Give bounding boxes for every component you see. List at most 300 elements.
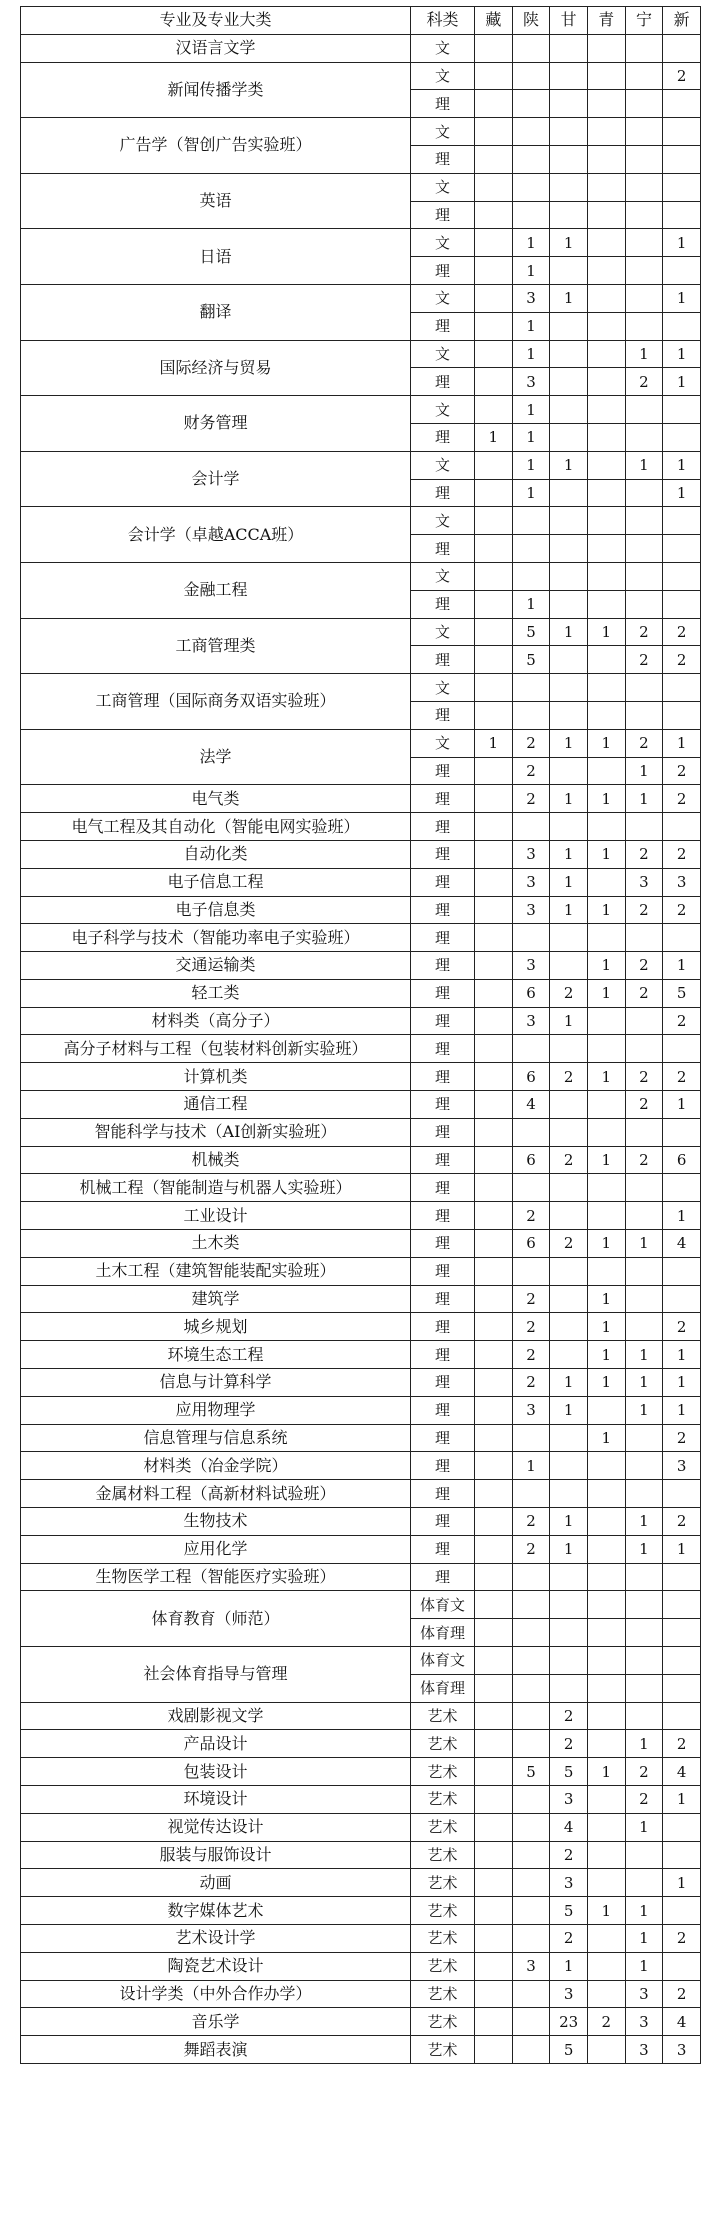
quota-cell-shaanxi: 6	[512, 1063, 550, 1091]
quota-cell-xinjiang: 3	[663, 1452, 701, 1480]
major-name-cell: 建筑学	[21, 1285, 411, 1313]
quota-cell-shaanxi	[512, 1869, 550, 1897]
quota-cell-shaanxi: 2	[512, 1202, 550, 1230]
major-name-cell: 材料类（冶金学院）	[21, 1452, 411, 1480]
table-row	[21, 1869, 701, 1897]
table-row	[21, 2036, 701, 2064]
quota-cell-ningxia: 1	[625, 1952, 663, 1980]
quota-cell-gansu: 1	[550, 618, 588, 646]
quota-cell-gansu: 1	[550, 729, 588, 757]
quota-cell-xinjiang	[663, 1480, 701, 1508]
quota-cell-ningxia: 1	[625, 1924, 663, 1952]
quota-cell-qinghai	[587, 62, 625, 90]
table-row	[21, 340, 701, 368]
category-cell: 艺术	[411, 1952, 475, 1980]
quota-cell-ningxia: 3	[625, 2036, 663, 2064]
major-name-cell: 音乐学	[21, 2008, 411, 2036]
quota-cell-xizang	[475, 813, 513, 841]
quota-cell-gansu	[550, 674, 588, 702]
quota-cell-xizang	[475, 1841, 513, 1869]
quota-cell-shaanxi	[512, 1897, 550, 1925]
quota-cell-xinjiang: 1	[663, 340, 701, 368]
quota-cell-qinghai	[587, 1924, 625, 1952]
category-cell: 理	[411, 701, 475, 729]
major-name-cell: 国际经济与贸易	[21, 340, 411, 396]
category-cell: 艺术	[411, 1924, 475, 1952]
category-cell: 理	[411, 368, 475, 396]
quota-cell-gansu: 1	[550, 868, 588, 896]
major-name-cell: 社会体育指导与管理	[21, 1647, 411, 1703]
quota-cell-xinjiang: 2	[663, 646, 701, 674]
quota-cell-shaanxi	[512, 1813, 550, 1841]
quota-cell-shaanxi: 3	[512, 1007, 550, 1035]
quota-cell-gansu: 2	[550, 1230, 588, 1258]
quota-cell-gansu	[550, 1174, 588, 1202]
table-row	[21, 1758, 701, 1786]
major-name-cell: 土木工程（建筑智能装配实验班）	[21, 1257, 411, 1285]
quota-cell-shaanxi: 2	[512, 757, 550, 785]
quota-cell-xizang	[475, 451, 513, 479]
quota-cell-xinjiang: 4	[663, 2008, 701, 2036]
quota-cell-shaanxi: 3	[512, 952, 550, 980]
quota-cell-gansu: 23	[550, 2008, 588, 2036]
quota-cell-qinghai	[587, 229, 625, 257]
quota-cell-xizang	[475, 34, 513, 62]
quota-cell-shaanxi: 1	[512, 451, 550, 479]
quota-cell-ningxia: 1	[625, 1230, 663, 1258]
quota-cell-shaanxi	[512, 507, 550, 535]
quota-cell-ningxia	[625, 62, 663, 90]
quota-cell-shaanxi	[512, 201, 550, 229]
table-row	[21, 118, 701, 146]
major-name-cell: 信息与计算科学	[21, 1369, 411, 1397]
quota-cell-xinjiang: 1	[663, 1869, 701, 1897]
quota-cell-shaanxi	[512, 1619, 550, 1647]
quota-cell-gansu: 3	[550, 1786, 588, 1814]
quota-cell-gansu: 3	[550, 1869, 588, 1897]
quota-cell-ningxia	[625, 674, 663, 702]
quota-cell-gansu	[550, 952, 588, 980]
quota-cell-shaanxi: 2	[512, 1341, 550, 1369]
quota-cell-gansu	[550, 145, 588, 173]
category-cell: 文	[411, 451, 475, 479]
quota-cell-shaanxi: 1	[512, 340, 550, 368]
quota-cell-gansu: 1	[550, 451, 588, 479]
quota-cell-gansu	[550, 1035, 588, 1063]
quota-cell-shaanxi	[512, 701, 550, 729]
quota-cell-ningxia: 1	[625, 785, 663, 813]
quota-cell-xinjiang	[663, 1118, 701, 1146]
quota-cell-qinghai	[587, 1452, 625, 1480]
quota-cell-gansu: 2	[550, 1146, 588, 1174]
quota-cell-shaanxi: 3	[512, 1396, 550, 1424]
major-name-cell: 土木类	[21, 1230, 411, 1258]
major-name-cell: 英语	[21, 173, 411, 229]
quota-cell-ningxia: 2	[625, 1146, 663, 1174]
major-name-cell: 电子科学与技术（智能功率电子实验班）	[21, 924, 411, 952]
quota-cell-gansu: 2	[550, 1063, 588, 1091]
table-row	[21, 451, 701, 479]
quota-cell-xinjiang	[663, 1563, 701, 1591]
table-row	[21, 618, 701, 646]
quota-cell-gansu: 1	[550, 1007, 588, 1035]
category-cell: 文	[411, 34, 475, 62]
quota-cell-ningxia	[625, 1702, 663, 1730]
quota-cell-xinjiang: 2	[663, 1508, 701, 1536]
quota-cell-ningxia: 3	[625, 1980, 663, 2008]
quota-cell-xizang	[475, 1674, 513, 1702]
category-cell: 艺术	[411, 2036, 475, 2064]
quota-cell-shaanxi	[512, 34, 550, 62]
category-cell: 理	[411, 312, 475, 340]
table-row	[21, 1813, 701, 1841]
quota-cell-xinjiang	[663, 1035, 701, 1063]
quota-cell-xizang	[475, 1869, 513, 1897]
major-name-cell: 通信工程	[21, 1091, 411, 1119]
quota-cell-gansu: 3	[550, 1980, 588, 2008]
table-row	[21, 1007, 701, 1035]
quota-cell-qinghai	[587, 813, 625, 841]
quota-cell-qinghai	[587, 701, 625, 729]
quota-cell-qinghai: 1	[587, 840, 625, 868]
quota-cell-gansu: 1	[550, 1396, 588, 1424]
table-row	[21, 1841, 701, 1869]
quota-cell-ningxia	[625, 201, 663, 229]
header-province-qinghai: 青	[587, 7, 625, 35]
major-name-cell: 产品设计	[21, 1730, 411, 1758]
table-row	[21, 396, 701, 424]
quota-cell-xizang	[475, 1563, 513, 1591]
quota-cell-xinjiang: 2	[663, 1424, 701, 1452]
category-cell: 理	[411, 868, 475, 896]
quota-cell-ningxia: 1	[625, 1897, 663, 1925]
quota-cell-xizang	[475, 618, 513, 646]
quota-cell-gansu	[550, 757, 588, 785]
quota-cell-gansu: 1	[550, 284, 588, 312]
quota-cell-xizang	[475, 1647, 513, 1675]
quota-cell-xizang	[475, 868, 513, 896]
quota-cell-xizang	[475, 368, 513, 396]
major-name-cell: 机械类	[21, 1146, 411, 1174]
major-name-cell: 数字媒体艺术	[21, 1897, 411, 1925]
table-row	[21, 1230, 701, 1258]
quota-cell-ningxia	[625, 118, 663, 146]
category-cell: 艺术	[411, 1786, 475, 1814]
quota-cell-ningxia	[625, 1647, 663, 1675]
quota-cell-qinghai	[587, 396, 625, 424]
quota-cell-gansu	[550, 1647, 588, 1675]
quota-cell-xinjiang: 2	[663, 785, 701, 813]
quota-cell-xizang	[475, 2008, 513, 2036]
quota-cell-shaanxi: 1	[512, 257, 550, 285]
major-name-cell: 电子信息类	[21, 896, 411, 924]
quota-cell-qinghai	[587, 1841, 625, 1869]
table-row	[21, 1396, 701, 1424]
table-row	[21, 229, 701, 257]
category-cell: 理	[411, 1508, 475, 1536]
major-name-cell: 信息管理与信息系统	[21, 1424, 411, 1452]
category-cell: 体育理	[411, 1674, 475, 1702]
quota-cell-xinjiang	[663, 813, 701, 841]
quota-cell-shaanxi: 3	[512, 896, 550, 924]
quota-cell-gansu	[550, 1480, 588, 1508]
quota-cell-ningxia: 1	[625, 1730, 663, 1758]
quota-cell-xizang	[475, 257, 513, 285]
category-cell: 理	[411, 1369, 475, 1397]
table-body	[21, 34, 701, 2063]
quota-cell-xinjiang	[663, 257, 701, 285]
major-name-cell: 电气工程及其自动化（智能电网实验班）	[21, 813, 411, 841]
category-cell: 理	[411, 423, 475, 451]
quota-cell-xinjiang	[663, 1257, 701, 1285]
quota-cell-xinjiang	[663, 1813, 701, 1841]
quota-cell-gansu: 1	[550, 1952, 588, 1980]
table-row	[21, 62, 701, 90]
major-name-cell: 智能科学与技术（AI创新实验班）	[21, 1118, 411, 1146]
quota-cell-ningxia	[625, 1841, 663, 1869]
quota-cell-xizang	[475, 952, 513, 980]
quota-cell-xinjiang: 2	[663, 757, 701, 785]
quota-cell-shaanxi: 2	[512, 1369, 550, 1397]
quota-cell-xizang	[475, 1396, 513, 1424]
category-cell: 文	[411, 507, 475, 535]
major-name-cell: 生物医学工程（智能医疗实验班）	[21, 1563, 411, 1591]
quota-cell-ningxia	[625, 1313, 663, 1341]
quota-cell-ningxia: 1	[625, 1369, 663, 1397]
quota-cell-xizang	[475, 757, 513, 785]
quota-cell-xinjiang: 1	[663, 729, 701, 757]
table-row	[21, 562, 701, 590]
table-row	[21, 1591, 701, 1619]
quota-cell-xizang	[475, 701, 513, 729]
major-name-cell: 财务管理	[21, 396, 411, 452]
quota-cell-qinghai: 1	[587, 1146, 625, 1174]
quota-cell-gansu: 5	[550, 1758, 588, 1786]
quota-cell-xinjiang	[663, 312, 701, 340]
category-cell: 理	[411, 1563, 475, 1591]
quota-cell-ningxia	[625, 284, 663, 312]
quota-cell-qinghai	[587, 924, 625, 952]
quota-cell-xinjiang	[663, 1702, 701, 1730]
quota-cell-ningxia	[625, 1619, 663, 1647]
quota-cell-xinjiang: 4	[663, 1758, 701, 1786]
table-row	[21, 896, 701, 924]
major-name-cell: 工商管理类	[21, 618, 411, 674]
quota-cell-shaanxi	[512, 1980, 550, 2008]
quota-cell-xinjiang	[663, 145, 701, 173]
quota-cell-qinghai	[587, 507, 625, 535]
category-cell: 艺术	[411, 2008, 475, 2036]
table-row	[21, 1452, 701, 1480]
quota-cell-xizang	[475, 229, 513, 257]
quota-cell-qinghai	[587, 1702, 625, 1730]
quota-cell-qinghai	[587, 1091, 625, 1119]
quota-cell-qinghai: 1	[587, 729, 625, 757]
category-cell: 理	[411, 924, 475, 952]
quota-cell-xinjiang	[663, 1174, 701, 1202]
table-row	[21, 1980, 701, 2008]
quota-cell-qinghai	[587, 340, 625, 368]
table-row	[21, 1341, 701, 1369]
category-cell: 艺术	[411, 1730, 475, 1758]
quota-cell-ningxia	[625, 1591, 663, 1619]
quota-cell-xinjiang: 2	[663, 618, 701, 646]
quota-cell-xinjiang	[663, 701, 701, 729]
quota-cell-shaanxi	[512, 145, 550, 173]
table-row	[21, 1146, 701, 1174]
quota-cell-ningxia: 2	[625, 1786, 663, 1814]
category-cell: 理	[411, 1285, 475, 1313]
quota-cell-ningxia: 2	[625, 952, 663, 980]
quota-cell-xizang	[475, 507, 513, 535]
table-row	[21, 1035, 701, 1063]
quota-cell-ningxia: 2	[625, 1091, 663, 1119]
quota-cell-xinjiang	[663, 423, 701, 451]
category-cell: 理	[411, 840, 475, 868]
quota-cell-shaanxi: 1	[512, 1452, 550, 1480]
quota-cell-shaanxi	[512, 1841, 550, 1869]
table-row	[21, 1924, 701, 1952]
quota-cell-xinjiang: 2	[663, 1980, 701, 2008]
quota-cell-xizang	[475, 1007, 513, 1035]
quota-cell-qinghai	[587, 1118, 625, 1146]
quota-cell-gansu: 1	[550, 229, 588, 257]
quota-cell-xinjiang: 1	[663, 1535, 701, 1563]
quota-cell-ningxia	[625, 423, 663, 451]
quota-cell-xizang	[475, 1813, 513, 1841]
category-cell: 文	[411, 674, 475, 702]
quota-cell-qinghai	[587, 173, 625, 201]
quota-cell-xinjiang	[663, 1841, 701, 1869]
quota-cell-xinjiang	[663, 1674, 701, 1702]
quota-cell-xizang	[475, 479, 513, 507]
quota-cell-xizang	[475, 1174, 513, 1202]
quota-cell-shaanxi	[512, 674, 550, 702]
header-major: 专业及专业大类	[21, 7, 411, 35]
quota-cell-qinghai	[587, 1535, 625, 1563]
quota-cell-gansu	[550, 396, 588, 424]
quota-cell-xinjiang: 1	[663, 1202, 701, 1230]
quota-cell-ningxia: 1	[625, 757, 663, 785]
category-cell: 理	[411, 896, 475, 924]
quota-cell-xizang	[475, 312, 513, 340]
quota-cell-gansu	[550, 479, 588, 507]
category-cell: 理	[411, 1313, 475, 1341]
category-cell: 理	[411, 979, 475, 1007]
category-cell: 文	[411, 62, 475, 90]
quota-cell-qinghai	[587, 368, 625, 396]
quota-cell-xinjiang: 6	[663, 1146, 701, 1174]
quota-cell-ningxia	[625, 590, 663, 618]
table-row	[21, 868, 701, 896]
quota-cell-ningxia: 2	[625, 368, 663, 396]
major-name-cell: 视觉传达设计	[21, 1813, 411, 1841]
category-cell: 体育文	[411, 1647, 475, 1675]
quota-cell-qinghai	[587, 284, 625, 312]
quota-cell-gansu: 1	[550, 785, 588, 813]
quota-cell-qinghai	[587, 1257, 625, 1285]
quota-cell-gansu	[550, 813, 588, 841]
table-row	[21, 507, 701, 535]
quota-cell-ningxia	[625, 1424, 663, 1452]
major-name-cell: 广告学（智创广告实验班）	[21, 118, 411, 174]
quota-cell-xinjiang	[663, 90, 701, 118]
quota-cell-ningxia: 1	[625, 1341, 663, 1369]
quota-cell-ningxia: 3	[625, 868, 663, 896]
quota-cell-shaanxi	[512, 1480, 550, 1508]
category-cell: 理	[411, 1257, 475, 1285]
quota-cell-gansu	[550, 1285, 588, 1313]
quota-cell-qinghai	[587, 674, 625, 702]
quota-cell-shaanxi	[512, 562, 550, 590]
quota-cell-xizang	[475, 1980, 513, 2008]
major-name-cell: 会计学	[21, 451, 411, 507]
quota-cell-qinghai	[587, 312, 625, 340]
category-cell: 理	[411, 145, 475, 173]
quota-cell-qinghai	[587, 90, 625, 118]
quota-cell-shaanxi	[512, 813, 550, 841]
quota-cell-shaanxi: 2	[512, 729, 550, 757]
quota-cell-ningxia: 2	[625, 896, 663, 924]
quota-cell-qinghai	[587, 479, 625, 507]
quota-cell-xizang	[475, 1285, 513, 1313]
quota-cell-gansu: 2	[550, 1702, 588, 1730]
quota-cell-xizang: 1	[475, 423, 513, 451]
quota-cell-xinjiang	[663, 1952, 701, 1980]
table-row	[21, 1563, 701, 1591]
quota-cell-xizang	[475, 1619, 513, 1647]
category-cell: 理	[411, 1230, 475, 1258]
quota-cell-qinghai: 1	[587, 1758, 625, 1786]
category-cell: 文	[411, 284, 475, 312]
table-row	[21, 1897, 701, 1925]
quota-cell-ningxia: 1	[625, 1396, 663, 1424]
major-name-cell: 日语	[21, 229, 411, 285]
quota-cell-xizang	[475, 1452, 513, 1480]
category-cell: 理	[411, 952, 475, 980]
quota-cell-qinghai	[587, 1007, 625, 1035]
quota-cell-ningxia: 2	[625, 729, 663, 757]
quota-cell-ningxia	[625, 1202, 663, 1230]
quota-cell-ningxia	[625, 1007, 663, 1035]
category-cell: 理	[411, 1341, 475, 1369]
quota-cell-xizang	[475, 1508, 513, 1536]
category-cell: 理	[411, 590, 475, 618]
major-name-cell: 陶瓷艺术设计	[21, 1952, 411, 1980]
quota-cell-xinjiang	[663, 1897, 701, 1925]
quota-cell-shaanxi	[512, 535, 550, 563]
major-name-cell: 戏剧影视文学	[21, 1702, 411, 1730]
quota-cell-shaanxi: 2	[512, 1508, 550, 1536]
category-cell: 文	[411, 173, 475, 201]
quota-cell-xizang	[475, 1035, 513, 1063]
quota-cell-xinjiang	[663, 1647, 701, 1675]
category-cell: 体育理	[411, 1619, 475, 1647]
table-row	[21, 1535, 701, 1563]
quota-cell-qinghai: 1	[587, 1063, 625, 1091]
quota-cell-gansu	[550, 1091, 588, 1119]
table-row	[21, 284, 701, 312]
quota-cell-ningxia: 1	[625, 1813, 663, 1841]
category-cell: 艺术	[411, 1813, 475, 1841]
quota-cell-shaanxi: 1	[512, 590, 550, 618]
major-name-cell: 环境生态工程	[21, 1341, 411, 1369]
quota-cell-gansu	[550, 340, 588, 368]
quota-cell-shaanxi: 2	[512, 1285, 550, 1313]
quota-cell-ningxia	[625, 1118, 663, 1146]
quota-cell-ningxia: 1	[625, 451, 663, 479]
quota-cell-xizang	[475, 118, 513, 146]
